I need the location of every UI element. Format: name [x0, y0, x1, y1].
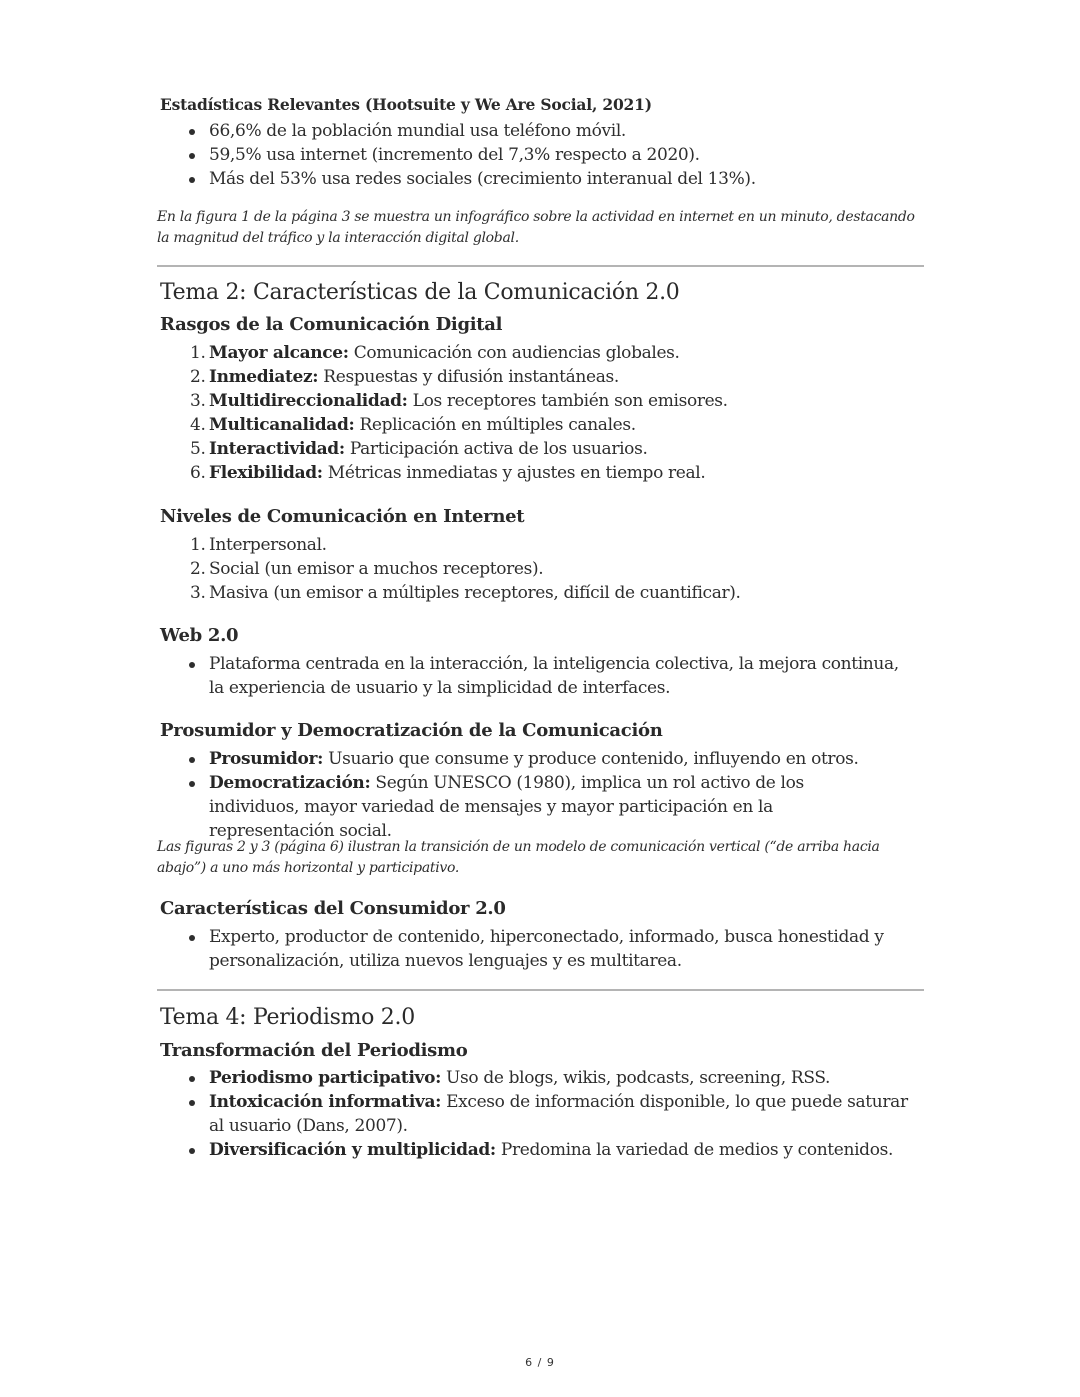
list-item: 5. Interactividad: Participación activa de los usuarios.	[190, 439, 648, 459]
list-item: 3. Masiva (un emisor a múltiples receptores, difícil de cuantificar).	[190, 583, 741, 603]
list-item: 4. Multicanalidad: Replicación en múltiples canales.	[190, 415, 636, 435]
list-item: Plataforma centrada en la interacción, la inteligencia colectiva, la mejora continua, la experiencia de usuario y la simplicidad de interfaces.	[157, 652, 917, 700]
transformacion-heading: Transformación del Periodismo	[160, 1040, 468, 1061]
list-item: 1. Interpersonal.	[190, 535, 327, 555]
figure-note: Las figuras 2 y 3 (página 6) ilustran la transición de un modelo de comunicación vertical (“de arriba hacia abajo”) a uno más horizontal y participativo.	[157, 839, 880, 876]
transformacion-list	[157, 1066, 917, 1162]
section-title-tema4: Tema 4: Periodismo 2.0	[160, 1005, 415, 1030]
list-item: Periodismo participativo: Uso de blogs, wikis, podcasts, screening, RSS.	[157, 1066, 917, 1090]
web20-list	[157, 652, 917, 700]
list-item: Más del 53% usa redes sociales (crecimiento interanual del 13%).	[157, 167, 924, 191]
list-item: 2. Inmediatez: Respuestas y difusión instantáneas.	[190, 367, 619, 387]
section-divider	[157, 265, 924, 267]
stats-heading: Estadísticas Relevantes (Hootsuite y We Are Social, 2021)	[160, 95, 652, 114]
rasgos-list	[157, 341, 924, 485]
list-item: Diversificación y multiplicidad: Predomina la variedad de medios y contenidos.	[157, 1138, 917, 1162]
list-item: 3. Multidireccionalidad: Los receptores también son emisores.	[190, 391, 728, 411]
prosumidor-list	[157, 747, 897, 843]
section-divider	[157, 989, 924, 991]
consumidor-heading: Características del Consumidor 2.0	[160, 898, 506, 919]
web20-heading: Web 2.0	[160, 625, 239, 646]
list-item: Experto, productor de contenido, hiperconectado, informado, busca honestidad y personalización, utiliza nuevos lenguajes y es multitarea.	[157, 925, 907, 973]
niveles-list	[157, 533, 924, 605]
list-item: Intoxicación informativa: Exceso de información disponible, lo que puede saturar al usuario (Dans, 2007).	[157, 1090, 917, 1138]
list-item: Prosumidor: Usuario que consume y produce contenido, influyendo en otros.	[157, 747, 897, 771]
prosumidor-heading: Prosumidor y Democratización de la Comunicación	[160, 720, 663, 741]
list-item: 1. Mayor alcance: Comunicación con audiencias globales.	[190, 343, 680, 363]
list-item: Democratización: Según UNESCO (1980), implica un rol activo de los individuos, mayor variedad de mensajes y mayor participación en la representación social.	[157, 771, 897, 843]
list-item: 59,5% usa internet (incremento del 7,3% respecto a 2020).	[157, 143, 924, 167]
section-title-tema2: Tema 2: Características de la Comunicación 2.0	[160, 280, 680, 305]
list-item: 2. Social (un emisor a muchos receptores).	[190, 559, 544, 579]
list-item: 66,6% de la población mundial usa teléfono móvil.	[157, 119, 924, 143]
consumidor-list	[157, 925, 907, 973]
rasgos-heading: Rasgos de la Comunicación Digital	[160, 314, 503, 335]
page-indicator: 6 / 9	[525, 1356, 555, 1369]
stats-list	[157, 119, 924, 191]
list-item: 6. Flexibilidad: Métricas inmediatas y ajustes en tiempo real.	[190, 463, 706, 483]
niveles-heading: Niveles de Comunicación en Internet	[160, 506, 525, 527]
figure-note: En la figura 1 de la página 3 se muestra un infográfico sobre la actividad en internet en un minuto, destacando la magnitud del tráfico y la interacción digital global.	[157, 209, 915, 246]
